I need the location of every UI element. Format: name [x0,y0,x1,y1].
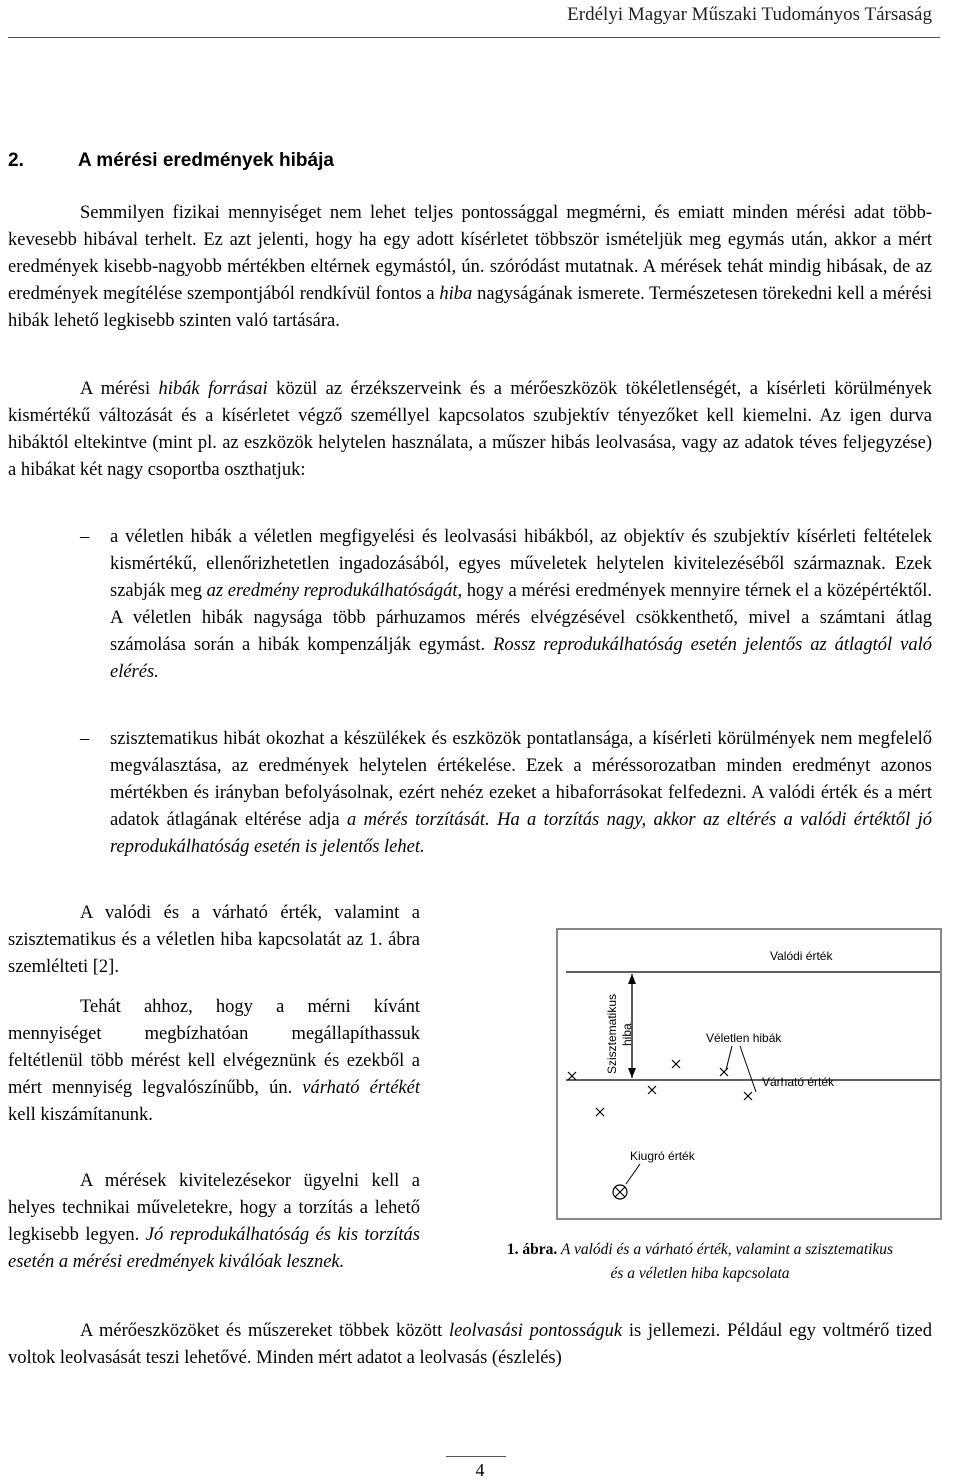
list-item-random-error [80,524,932,686]
figure-caption [440,1238,960,1286]
side-p2-text-a: Tehát ahhoz, hogy a mérni kívánt mennyiséget megbízhatóan megállapíthassuk feltétlenül több mérést kell elvégeznünk és ezekből a mért mennyiség legvalószínűbb, ún. [8,997,420,1098]
figure-diagram [556,928,942,1220]
side-paragraph-2 [8,994,420,1129]
p2-italic: hibák forrásai [158,379,268,399]
side-p3-italic: Jó reprodukálhatóság és kis torzítás esetén a mérési eredmények kiválóak lesznek. [8,1225,421,1272]
section-number: 2. [8,150,24,171]
label-expected-value: Várható érték [762,1075,835,1089]
caption-number: 1. ábra. [506,1241,558,1258]
label-outlier: Kiugró érték [630,1149,695,1163]
p3-text-a: A mérőeszközöket és műszereket többek között [80,1321,449,1341]
caption-text-2: és a véletlen hiba kapcsolata [610,1265,790,1282]
section-title: A mérési eredmények hibája [78,150,334,171]
p3-italic: leolvasási pontosságuk [448,1321,623,1341]
p2-text-c: közül az érzékszerveink és a mérőeszközök tökéletlenségét, a kísérleti körülmények kismértékű változását és a kísérletet végző személlyel kapcsolatos szubjektív tényezőket kell kiemelni. Az igen durva hibáktól eltekintve (mint pl. az eszközök helytelen használata, a műszer hibás leolvasása, vagy az adatok téves feljegyzése) a hibákat két nagy csoportba oszthatjuk: [8,379,932,480]
li2-text-a: szisztematikus hibát okozhat a készülékek és eszközök pontatlansága, a kísérleti körülmények nem megfelelő megválasztása, az eredmények helytelen értékelése. Ezek a méréssorozatban minden eredményt azonos mértékben és irányban befolyásolnak, ezért nehéz ezeket a hibaforrásokat felfedezni. A valódi érték és a mért adatok átlagának eltérése adja [110,729,932,830]
label-true-value: Valódi érték [770,949,833,963]
side-p2-text-c: kell kiszámítanunk. [8,1105,153,1125]
header-rule [8,37,940,38]
caption-text-1: A valódi és a várható érték, valamint a szisztematikus [557,1241,894,1258]
running-header: Erdélyi Magyar Műszaki Tudományos Társaság [567,4,932,25]
side-paragraph-1: A valódi és a várható érték, valamint a szisztematikus és a véletlen hiba kapcsolatát az 1. ábra szemlélteti [2]. [8,903,420,977]
p1-text-c: nagyságának ismerete. Természetesen törekedni kell a mérési hibák lehető legkisebb szinten való tartására. [8,284,932,331]
label-systematic: Szisztematikus [605,993,619,1074]
li2-text-c [490,810,497,830]
p1-italic: hiba [439,284,473,304]
side-p3-text-a: A mérések kivitelezésekor ügyelni kell a helyes technikai műveletekre, hogy a torzítás a lehető legkisebb legyen. [8,1171,420,1245]
side-p2-italic: várható értékét [302,1078,420,1098]
label-error: hiba [620,1023,634,1046]
list-dash: – [80,527,90,547]
li2-italic-b: a mérés torzítását. [346,810,490,830]
li1-text-a: a véletlen hibák a véletlen megfigyelési és leolvasási hibákból, az objektív és szubjektív kísérleti feltételek kismértékű, ellenőrizhetetlen ingadozásából, egyes műveletek helytelen kivitelezéséből származnak. Ezek szabják meg [110,527,932,601]
paragraph-1 [8,200,932,335]
li2-italic-d: Ha a torzítás nagy, akkor az eltérés a valódi értéktől jó reprodukálhatóság esetén is jelentős lehet. [110,810,933,857]
li1-text-c: , hogy a mérési eredmények mennyire térnek el a középértéktől. A véletlen hibák nagysága több párhuzamos mérés elvégzésével csökkenthető, mivel a számtani átlag számolása során a hibák kompenzálják egymást. [110,581,932,655]
label-random-errors: Véletlen hibák [706,1031,782,1045]
p3-text-c: is jellemezi. Például egy voltmérő tized voltok leolvasását teszi lehetővé. Minden mért adatot a leolvasás (észlelés) [8,1321,932,1368]
list-item-systematic-error [80,726,933,861]
li1-italic-b: az eredmény reprodukálhatóságát [206,581,458,601]
p2-text-a: A mérési [80,379,159,399]
paragraph-2 [8,376,932,484]
li1-italic-d: Rossz reprodukálhatóság esetén jelentős az átlagtól való elérés. [110,635,932,682]
p1-text-a: Semmilyen fizikai mennyiséget nem lehet teljes pontossággal megmérni, és emiatt minden mérési adat több-kevesebb hibával terhelt. Ez azt jelenti, hogy ha egy adott kísérletet többször ismételjük meg egymás után, akkor a mért eredmények kisebb-nagyobb mértékben eltérnek egymástól, ún. szóródást mutatnak. A mérések tehát mindig hibásak, de az eredmények megítélése szempontjából rendkívül fontos a [8,203,932,304]
section-heading [8,150,334,172]
page-number: 4 [475,1460,485,1480]
list-dash: – [80,729,90,749]
side-paragraph-3 [8,1168,420,1276]
paragraph-3 [8,1318,932,1372]
footer-rule [446,1456,506,1457]
